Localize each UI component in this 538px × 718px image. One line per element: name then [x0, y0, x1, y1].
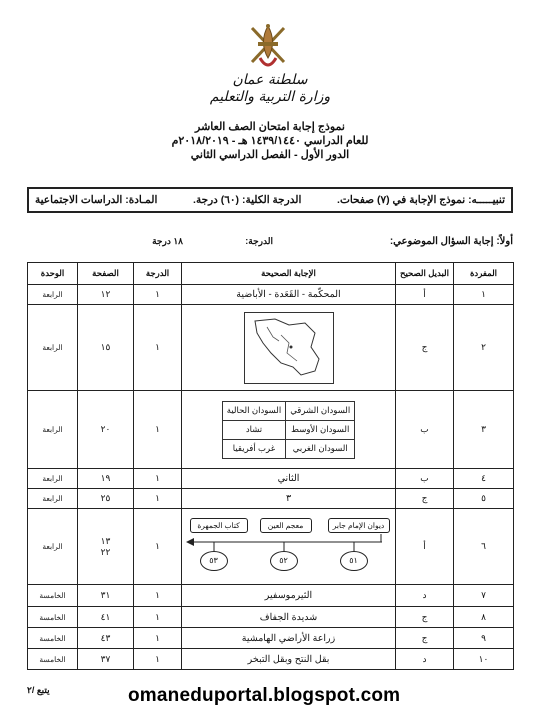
header-question: المفردة [454, 263, 514, 285]
matching-row [222, 439, 354, 458]
question-number: ٥ [454, 489, 514, 509]
section-grade-label: الدرجة: [245, 236, 273, 246]
degree: ١ [134, 509, 182, 585]
exam-info-box [27, 187, 513, 213]
matching-table [222, 401, 355, 459]
header-unit: الوحدة [28, 263, 78, 285]
correct-alt: ج [396, 607, 454, 628]
question-number: ٢ [454, 305, 514, 391]
total-grade-label: الدرجة الكلية: (٦٠) درجة. [193, 194, 302, 206]
unit: الخامسة [28, 607, 78, 628]
question-number: ٦ [454, 509, 514, 585]
table-row [28, 489, 514, 509]
model-title: نموذج إجابة امتحان الصف العاشر [195, 121, 345, 133]
page-number: ٤١ [78, 607, 134, 628]
map-outline-icon [245, 313, 333, 383]
academic-year: للعام الدراسي ١٤٣٩/١٤٤٠ هـ - ٢٠١٨/٢٠١٩م [171, 135, 369, 147]
table-header-row [28, 263, 514, 285]
answer-text: زراعة الأراضي الهامشية [182, 628, 396, 649]
degree: ١ [134, 469, 182, 489]
question-number: ٩ [454, 628, 514, 649]
table-row [28, 285, 514, 305]
answers-table [27, 262, 514, 670]
next-page-note: يتبع /٢ [27, 685, 50, 695]
matching-right: السودان الحالية [222, 401, 285, 420]
page-number: ١٢ [78, 285, 134, 305]
exam-header [150, 120, 390, 162]
unit: الخامسة [28, 585, 78, 607]
unit: الرابعة [28, 305, 78, 391]
unit: الرابعة [28, 509, 78, 585]
correct-alt: د [396, 649, 454, 670]
subject-label: المـادة: الدراسات الاجتماعية [35, 194, 158, 206]
section-grade-value: ١٨ درجة [152, 236, 183, 246]
unit: الخامسة [28, 649, 78, 670]
answer-map-cell [182, 305, 396, 391]
page-number: ٢٢ [100, 546, 111, 557]
table-row [28, 607, 514, 628]
degree: ١ [134, 649, 182, 670]
answer-text: ٣ [182, 489, 396, 509]
degree: ١ [134, 585, 182, 607]
question-number: ١ [454, 285, 514, 305]
degree: ١ [134, 628, 182, 649]
matching-right: تشاد [222, 420, 285, 439]
answer-text: الثاني [182, 469, 396, 489]
table-row [28, 628, 514, 649]
table-row [28, 585, 514, 607]
unit: الرابعة [28, 285, 78, 305]
pages-note: تنبيـــــه: نموذج الإجابة في (٧) صفحات. [337, 194, 505, 206]
header-answer: الإجابة الصحيحة [182, 263, 396, 285]
ministry-line-2: وزارة التربية والتعليم [209, 89, 331, 105]
timeline-box: كتاب الجمهرة [190, 518, 248, 533]
site-watermark: omaneduportal.blogspot.com [128, 685, 401, 706]
table-row [28, 469, 514, 489]
unit: الرابعة [28, 391, 78, 469]
answer-text: بقل النتح وبقل التبخر [182, 649, 396, 670]
timeline-circle: ٥٢ [270, 551, 298, 571]
correct-alt: أ [396, 509, 454, 585]
degree: ١ [134, 607, 182, 628]
question-number: ٤ [454, 469, 514, 489]
correct-alt: ب [396, 469, 454, 489]
table-row [28, 649, 514, 670]
page-number: ٤٣ [78, 628, 134, 649]
matching-left: السودان الشرقي [286, 401, 355, 420]
question-number: ٣ [454, 391, 514, 469]
page-number: ٢٠ [78, 391, 134, 469]
page-number: ١٣ [100, 535, 111, 546]
matching-left: السودان الأوسط [286, 420, 355, 439]
degree: ١ [134, 305, 182, 391]
answer-matching-cell [182, 391, 396, 469]
header-degree: الدرجة [134, 263, 182, 285]
exam-session: الدور الأول - الفصل الدراسي الثاني [190, 149, 350, 161]
correct-alt: ب [396, 391, 454, 469]
answer-text: الثيرموسفير [182, 585, 396, 607]
section-title: أولاً: إجابة السؤال الموضوعي: [389, 236, 513, 247]
page-number: ١٥ [78, 305, 134, 391]
ministry-line-1: سلطنة عمان [232, 72, 308, 88]
timeline-diagram [186, 516, 392, 578]
header-correct-alt: البديل الصحيح [396, 263, 454, 285]
unit: الرابعة [28, 469, 78, 489]
answer-text: المحكّمة - القَعَدة - الأباضية [182, 285, 396, 305]
degree: ١ [134, 489, 182, 509]
timeline-box: معجم العين [260, 518, 312, 533]
table-row [28, 305, 514, 391]
unit: الرابعة [28, 489, 78, 509]
degree: ١ [134, 391, 182, 469]
timeline-box: ديوان الإمام جابر [328, 518, 390, 533]
page-number: ١٩ [78, 469, 134, 489]
page-number: ٢٥ [78, 489, 134, 509]
correct-alt: ج [396, 305, 454, 391]
degree: ١ [134, 285, 182, 305]
ministry-name [180, 72, 360, 106]
correct-alt: د [396, 585, 454, 607]
matching-left: السودان الغربي [286, 439, 355, 458]
timeline-circle: ٥١ [340, 551, 368, 571]
answer-text: شديدة الجفاف [182, 607, 396, 628]
header-page: الصفحة [78, 263, 134, 285]
matching-row [222, 401, 354, 420]
answer-map [244, 312, 334, 384]
unit: الخامسة [28, 628, 78, 649]
correct-alt: أ [396, 285, 454, 305]
matching-right: غرب أفريقيا [222, 439, 285, 458]
answer-timeline-cell [182, 509, 396, 585]
question-number: ١٠ [454, 649, 514, 670]
timeline-circle: ٥٣ [200, 551, 228, 571]
page-numbers [78, 509, 134, 585]
page-number: ٣١ [78, 585, 134, 607]
question-number: ٧ [454, 585, 514, 607]
correct-alt: ج [396, 489, 454, 509]
question-number: ٨ [454, 607, 514, 628]
correct-alt: ج [396, 628, 454, 649]
oman-emblem-icon [246, 22, 290, 74]
page-number: ٣٧ [78, 649, 134, 670]
section-heading [27, 236, 513, 250]
table-row [28, 509, 514, 585]
matching-row [222, 420, 354, 439]
table-row [28, 391, 514, 469]
